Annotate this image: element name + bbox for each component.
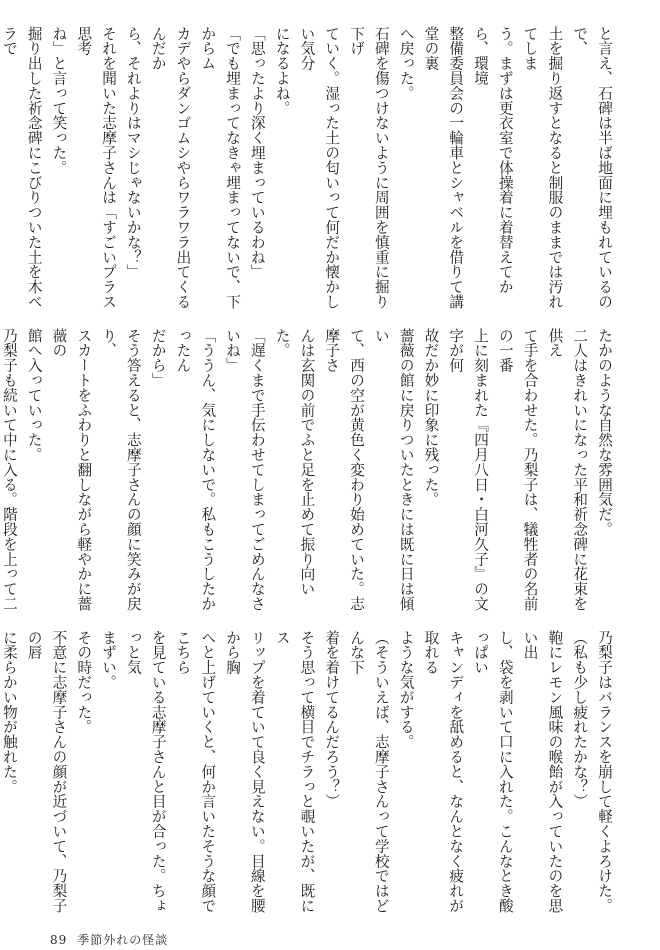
book-title: 季節外れの怪談 <box>77 933 169 947</box>
text-tier-middle <box>0 328 616 620</box>
text-tier-top <box>0 26 616 318</box>
page-footer <box>50 931 168 948</box>
vertical-text-block-3: 乃梨子はバランスを崩して軽くよろけた。 （私も少し疲れたかな？） 鞄にレモン風味の喉飴が入っていたのを思い出 し、袋を剥いて口に入れた。こんなとき酸っぱい キャンディを舐めると、なんとなく疲れが取れる ような気がする。 （そういえば、志摩子さんって学校ではどんな下 着を着けてるんだろう？） そう思って横目でチラっと覗いたが、既にス リップを着ていて良く見えない。目線を腰から胸 へと上げていくと、何か言いたそうな顔でこちら を見ている志摩子さんと目が合った。ちょっと気 まずい。 その時だった。 不意に志摩子さんの顔が近づいて、乃梨子の唇 に柔らかい物が触れた。 <box>0 630 613 914</box>
text-tier-bottom <box>0 630 616 920</box>
vertical-text-block-1: と言え、石碑は半ば地面に埋もれているので、 土を掘り返すとなると制服のままでは汚れてしま う。まずは更衣室で体操着に着替えてから、環境 整備委員会の一輪車とシャベルを借りて講堂の裏 へ戻った。 石碑を傷つけないように周囲を慎重に掘り下げ ていく。湿った土の匂いって何だか懐かしい気分 になるよね。 「思ったより深く埋まっているわね」 「でも埋まってなきゃ埋まってないで、下からム カデやらダンゴムシやらワラワラ出てくるんだか ら、それよりはマシじゃないかな？」 それを聞いた志摩子さんは「すごいプラス思考 ね」と言って笑った。 掘り出した祈念碑にこびりついた土を木ベラで <box>0 26 613 310</box>
page-number: 89 <box>50 933 68 947</box>
vertical-text-block-2: たかのような自然な雰囲気だ。 二人はきれいになった平和祈念碑に花束を供え て手を合わせた。乃梨子は、犠牲者の名前の一番 上に刻まれた『四月八日・白河久子』の文字が何 故だか妙に印象に残った。 薔薇の館に戻りついたときには既に日は傾い て、西の空が黄色く変わり始めていた。志摩子さ んは玄関の前でふと足を止めて振り向いた。 「遅くまで手伝わせてしまってごめんなさいね」 「ううん、気にしないで。私もこうしたかったん だから」 そう答えると、志摩子さんの顔に笑みが戻り、 スカートをふわりと翻しながら軽やかに薔薇の 館へ入っていった。 乃梨子も続いて中に入る。階段を上って二 <box>0 328 613 612</box>
